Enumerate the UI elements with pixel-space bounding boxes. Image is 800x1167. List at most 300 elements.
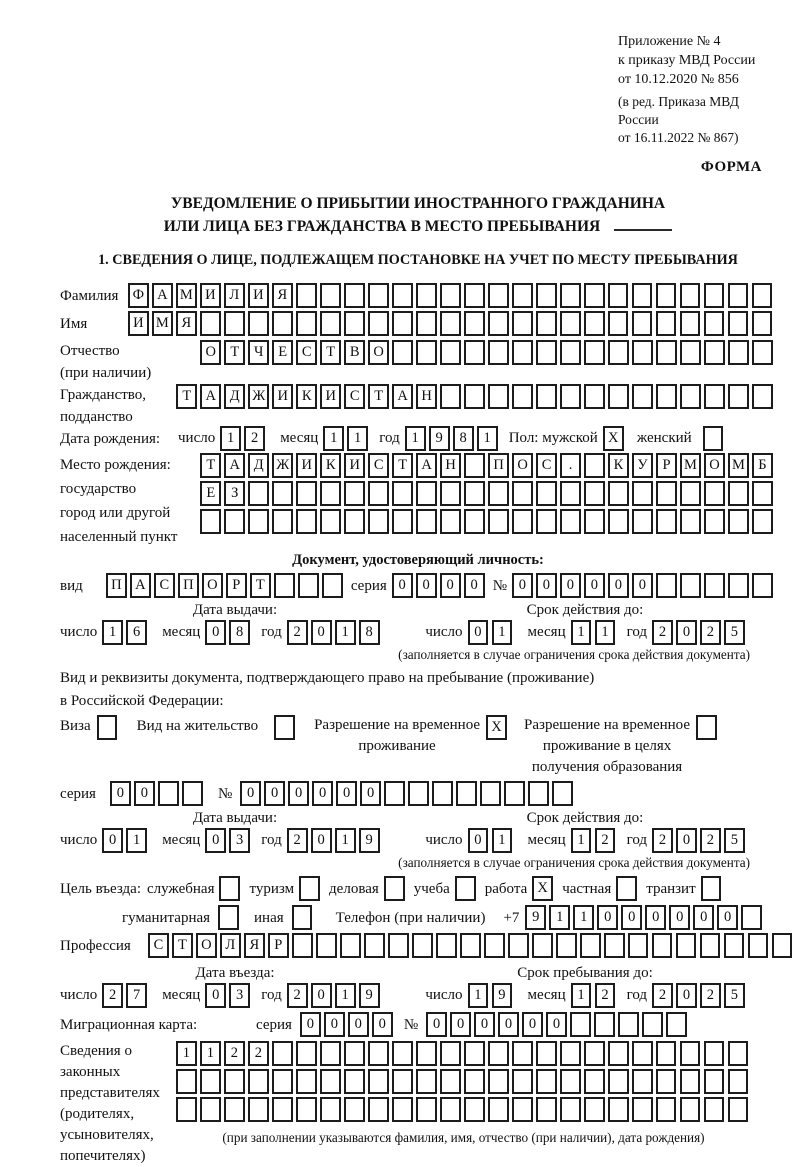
char-cell[interactable]: 1 <box>335 828 356 853</box>
char-cell[interactable]: 2 <box>287 828 308 853</box>
char-cell[interactable] <box>680 311 701 336</box>
char-cell[interactable] <box>440 311 461 336</box>
char-cell[interactable] <box>512 340 533 365</box>
char-cell[interactable] <box>298 573 319 598</box>
char-cell[interactable]: X <box>603 426 624 451</box>
char-cell[interactable]: 0 <box>336 781 357 806</box>
char-cell[interactable] <box>584 1041 605 1066</box>
char-cell[interactable] <box>604 933 625 958</box>
char-cell[interactable] <box>464 1097 485 1122</box>
char-cell[interactable] <box>656 1097 677 1122</box>
char-cell[interactable]: 9 <box>359 828 380 853</box>
char-cell[interactable]: 0 <box>632 573 653 598</box>
char-cell[interactable] <box>632 311 653 336</box>
char-cell[interactable]: И <box>248 283 269 308</box>
char-cell[interactable] <box>656 509 677 534</box>
char-cell[interactable]: 1 <box>335 620 356 645</box>
char-cell[interactable]: 2 <box>700 983 721 1008</box>
char-cell[interactable]: 0 <box>468 828 489 853</box>
char-cell[interactable]: 0 <box>597 905 618 930</box>
char-cell[interactable]: 5 <box>724 983 745 1008</box>
char-cell[interactable]: А <box>130 573 151 598</box>
char-cell[interactable]: 0 <box>392 573 413 598</box>
char-cell[interactable] <box>584 1097 605 1122</box>
char-cell[interactable] <box>392 481 413 506</box>
char-cell[interactable] <box>432 781 453 806</box>
char-cell[interactable]: 0 <box>498 1012 519 1037</box>
char-cell[interactable] <box>219 876 240 901</box>
char-cell[interactable] <box>676 933 697 958</box>
char-cell[interactable] <box>680 384 701 409</box>
char-cell[interactable]: 0 <box>205 983 226 1008</box>
char-cell[interactable] <box>296 481 317 506</box>
char-cell[interactable] <box>512 1069 533 1094</box>
char-cell[interactable] <box>272 509 293 534</box>
char-cell[interactable]: 0 <box>450 1012 471 1037</box>
char-cell[interactable]: Т <box>200 453 221 478</box>
char-cell[interactable]: 0 <box>205 828 226 853</box>
char-cell[interactable] <box>704 573 725 598</box>
char-cell[interactable]: Т <box>176 384 197 409</box>
char-cell[interactable]: 1 <box>335 983 356 1008</box>
char-cell[interactable]: 6 <box>126 620 147 645</box>
char-cell[interactable] <box>368 311 389 336</box>
char-cell[interactable] <box>368 509 389 534</box>
char-cell[interactable] <box>368 1069 389 1094</box>
char-cell[interactable] <box>464 283 485 308</box>
char-cell[interactable]: О <box>202 573 223 598</box>
char-cell[interactable]: 5 <box>724 828 745 853</box>
char-cell[interactable] <box>748 933 769 958</box>
char-cell[interactable] <box>344 1041 365 1066</box>
char-cell[interactable]: Н <box>416 384 437 409</box>
char-cell[interactable]: 1 <box>477 426 498 451</box>
char-cell[interactable] <box>680 1097 701 1122</box>
char-cell[interactable] <box>632 384 653 409</box>
char-cell[interactable] <box>728 1041 749 1066</box>
char-cell[interactable] <box>296 311 317 336</box>
char-cell[interactable]: X <box>486 715 507 740</box>
char-cell[interactable]: 1 <box>176 1041 197 1066</box>
char-cell[interactable] <box>560 1097 581 1122</box>
char-cell[interactable]: И <box>296 453 317 478</box>
char-cell[interactable]: 3 <box>229 983 250 1008</box>
char-cell[interactable] <box>440 1069 461 1094</box>
char-cell[interactable] <box>560 384 581 409</box>
char-cell[interactable]: 0 <box>584 573 605 598</box>
char-cell[interactable]: Ж <box>272 453 293 478</box>
char-cell[interactable] <box>320 509 341 534</box>
char-cell[interactable]: . <box>560 453 581 478</box>
char-cell[interactable]: В <box>344 340 365 365</box>
char-cell[interactable] <box>464 384 485 409</box>
char-cell[interactable] <box>464 311 485 336</box>
char-cell[interactable] <box>656 340 677 365</box>
char-cell[interactable] <box>368 1097 389 1122</box>
char-cell[interactable]: 1 <box>492 828 513 853</box>
char-cell[interactable] <box>652 933 673 958</box>
char-cell[interactable]: М <box>728 453 749 478</box>
char-cell[interactable] <box>584 453 605 478</box>
char-cell[interactable] <box>608 481 629 506</box>
char-cell[interactable]: А <box>152 283 173 308</box>
char-cell[interactable] <box>536 311 557 336</box>
char-cell[interactable] <box>388 933 409 958</box>
char-cell[interactable]: 0 <box>693 905 714 930</box>
char-cell[interactable]: Т <box>224 340 245 365</box>
char-cell[interactable]: О <box>704 453 725 478</box>
char-cell[interactable]: 0 <box>311 983 332 1008</box>
char-cell[interactable]: 0 <box>102 828 123 853</box>
char-cell[interactable] <box>752 573 773 598</box>
char-cell[interactable] <box>464 453 485 478</box>
char-cell[interactable] <box>344 481 365 506</box>
char-cell[interactable] <box>704 1041 725 1066</box>
char-cell[interactable]: 0 <box>440 573 461 598</box>
char-cell[interactable] <box>504 781 525 806</box>
char-cell[interactable] <box>488 340 509 365</box>
char-cell[interactable] <box>728 311 749 336</box>
char-cell[interactable] <box>200 311 221 336</box>
char-cell[interactable] <box>728 283 749 308</box>
char-cell[interactable] <box>320 481 341 506</box>
char-cell[interactable] <box>512 384 533 409</box>
char-cell[interactable] <box>296 1069 317 1094</box>
char-cell[interactable]: 0 <box>372 1012 393 1037</box>
char-cell[interactable]: 2 <box>652 828 673 853</box>
char-cell[interactable] <box>274 715 295 740</box>
char-cell[interactable] <box>704 340 725 365</box>
char-cell[interactable]: 0 <box>512 573 533 598</box>
char-cell[interactable] <box>560 311 581 336</box>
char-cell[interactable]: 0 <box>300 1012 321 1037</box>
char-cell[interactable]: И <box>320 384 341 409</box>
char-cell[interactable] <box>488 509 509 534</box>
char-cell[interactable] <box>536 1069 557 1094</box>
char-cell[interactable] <box>680 573 701 598</box>
char-cell[interactable]: Р <box>268 933 289 958</box>
char-cell[interactable]: Т <box>368 384 389 409</box>
char-cell[interactable] <box>392 1097 413 1122</box>
char-cell[interactable]: 0 <box>669 905 690 930</box>
char-cell[interactable] <box>344 1097 365 1122</box>
char-cell[interactable]: 2 <box>102 983 123 1008</box>
char-cell[interactable] <box>680 340 701 365</box>
char-cell[interactable]: 8 <box>453 426 474 451</box>
char-cell[interactable] <box>364 933 385 958</box>
char-cell[interactable]: И <box>344 453 365 478</box>
char-cell[interactable] <box>632 1097 653 1122</box>
char-cell[interactable]: 0 <box>676 620 697 645</box>
char-cell[interactable] <box>560 481 581 506</box>
char-cell[interactable] <box>440 481 461 506</box>
char-cell[interactable] <box>416 311 437 336</box>
char-cell[interactable]: А <box>200 384 221 409</box>
char-cell[interactable] <box>296 1041 317 1066</box>
char-cell[interactable] <box>728 340 749 365</box>
char-cell[interactable]: Ф <box>128 283 149 308</box>
char-cell[interactable]: 0 <box>416 573 437 598</box>
char-cell[interactable] <box>460 933 481 958</box>
char-cell[interactable] <box>412 933 433 958</box>
char-cell[interactable] <box>704 1069 725 1094</box>
char-cell[interactable]: 1 <box>220 426 241 451</box>
char-cell[interactable] <box>728 509 749 534</box>
char-cell[interactable] <box>728 384 749 409</box>
char-cell[interactable]: М <box>680 453 701 478</box>
char-cell[interactable] <box>488 481 509 506</box>
char-cell[interactable] <box>296 509 317 534</box>
char-cell[interactable]: О <box>512 453 533 478</box>
char-cell[interactable]: Р <box>226 573 247 598</box>
char-cell[interactable] <box>272 1069 293 1094</box>
char-cell[interactable] <box>440 340 461 365</box>
char-cell[interactable] <box>704 1097 725 1122</box>
char-cell[interactable]: 1 <box>571 828 592 853</box>
char-cell[interactable]: И <box>272 384 293 409</box>
char-cell[interactable] <box>248 481 269 506</box>
char-cell[interactable]: 1 <box>347 426 368 451</box>
char-cell[interactable]: О <box>196 933 217 958</box>
char-cell[interactable]: Т <box>320 340 341 365</box>
char-cell[interactable] <box>248 1069 269 1094</box>
char-cell[interactable]: 3 <box>229 828 250 853</box>
char-cell[interactable] <box>528 781 549 806</box>
char-cell[interactable] <box>618 1012 639 1037</box>
char-cell[interactable]: 1 <box>200 1041 221 1066</box>
char-cell[interactable] <box>680 481 701 506</box>
char-cell[interactable]: 0 <box>676 983 697 1008</box>
char-cell[interactable] <box>512 283 533 308</box>
char-cell[interactable]: 0 <box>311 828 332 853</box>
char-cell[interactable] <box>752 311 773 336</box>
char-cell[interactable]: 2 <box>224 1041 245 1066</box>
char-cell[interactable]: 1 <box>573 905 594 930</box>
char-cell[interactable]: 7 <box>126 983 147 1008</box>
char-cell[interactable] <box>512 481 533 506</box>
char-cell[interactable] <box>392 1041 413 1066</box>
char-cell[interactable]: 1 <box>323 426 344 451</box>
char-cell[interactable] <box>704 509 725 534</box>
char-cell[interactable]: 2 <box>652 983 673 1008</box>
char-cell[interactable] <box>440 384 461 409</box>
char-cell[interactable] <box>320 1097 341 1122</box>
char-cell[interactable] <box>632 481 653 506</box>
char-cell[interactable]: П <box>106 573 127 598</box>
char-cell[interactable]: 0 <box>676 828 697 853</box>
char-cell[interactable] <box>320 283 341 308</box>
char-cell[interactable] <box>272 481 293 506</box>
char-cell[interactable] <box>608 340 629 365</box>
char-cell[interactable]: 2 <box>244 426 265 451</box>
char-cell[interactable]: 2 <box>595 983 616 1008</box>
char-cell[interactable] <box>416 509 437 534</box>
char-cell[interactable]: 1 <box>126 828 147 853</box>
char-cell[interactable] <box>632 1041 653 1066</box>
char-cell[interactable] <box>512 311 533 336</box>
char-cell[interactable] <box>536 1041 557 1066</box>
char-cell[interactable]: С <box>536 453 557 478</box>
char-cell[interactable] <box>728 481 749 506</box>
char-cell[interactable] <box>584 384 605 409</box>
char-cell[interactable]: Т <box>172 933 193 958</box>
char-cell[interactable] <box>728 573 749 598</box>
char-cell[interactable] <box>368 283 389 308</box>
char-cell[interactable] <box>628 933 649 958</box>
char-cell[interactable] <box>455 876 476 901</box>
char-cell[interactable] <box>608 384 629 409</box>
char-cell[interactable] <box>704 384 725 409</box>
char-cell[interactable]: 0 <box>468 620 489 645</box>
char-cell[interactable] <box>656 1041 677 1066</box>
char-cell[interactable]: 0 <box>205 620 226 645</box>
char-cell[interactable] <box>436 933 457 958</box>
char-cell[interactable]: 0 <box>288 781 309 806</box>
char-cell[interactable] <box>701 876 722 901</box>
char-cell[interactable]: X <box>532 876 553 901</box>
char-cell[interactable] <box>464 340 485 365</box>
char-cell[interactable] <box>320 1069 341 1094</box>
char-cell[interactable] <box>488 1097 509 1122</box>
char-cell[interactable] <box>176 1069 197 1094</box>
char-cell[interactable] <box>616 876 637 901</box>
char-cell[interactable]: 9 <box>492 983 513 1008</box>
char-cell[interactable]: С <box>296 340 317 365</box>
char-cell[interactable] <box>752 283 773 308</box>
char-cell[interactable]: 1 <box>549 905 570 930</box>
char-cell[interactable] <box>392 283 413 308</box>
char-cell[interactable] <box>296 1097 317 1122</box>
char-cell[interactable]: Т <box>250 573 271 598</box>
char-cell[interactable]: А <box>416 453 437 478</box>
char-cell[interactable]: 0 <box>560 573 581 598</box>
char-cell[interactable]: У <box>632 453 653 478</box>
char-cell[interactable]: П <box>488 453 509 478</box>
char-cell[interactable]: И <box>128 311 149 336</box>
char-cell[interactable] <box>488 384 509 409</box>
char-cell[interactable] <box>416 340 437 365</box>
char-cell[interactable] <box>200 509 221 534</box>
char-cell[interactable] <box>392 311 413 336</box>
char-cell[interactable] <box>700 933 721 958</box>
char-cell[interactable] <box>680 1041 701 1066</box>
char-cell[interactable]: 0 <box>312 781 333 806</box>
char-cell[interactable] <box>176 1097 197 1122</box>
char-cell[interactable] <box>384 876 405 901</box>
char-cell[interactable] <box>752 509 773 534</box>
char-cell[interactable] <box>536 509 557 534</box>
char-cell[interactable] <box>224 311 245 336</box>
char-cell[interactable]: 0 <box>240 781 261 806</box>
char-cell[interactable] <box>274 573 295 598</box>
char-cell[interactable] <box>536 283 557 308</box>
char-cell[interactable] <box>368 481 389 506</box>
char-cell[interactable] <box>656 311 677 336</box>
char-cell[interactable]: 0 <box>311 620 332 645</box>
char-cell[interactable] <box>316 933 337 958</box>
char-cell[interactable] <box>642 1012 663 1037</box>
char-cell[interactable] <box>752 384 773 409</box>
char-cell[interactable]: Е <box>200 481 221 506</box>
char-cell[interactable]: 0 <box>621 905 642 930</box>
char-cell[interactable] <box>200 1069 221 1094</box>
char-cell[interactable] <box>292 905 313 930</box>
char-cell[interactable] <box>440 283 461 308</box>
char-cell[interactable] <box>416 283 437 308</box>
char-cell[interactable]: 0 <box>536 573 557 598</box>
char-cell[interactable] <box>182 781 203 806</box>
char-cell[interactable]: Д <box>224 384 245 409</box>
char-cell[interactable]: 5 <box>724 620 745 645</box>
char-cell[interactable] <box>704 311 725 336</box>
char-cell[interactable] <box>272 1097 293 1122</box>
char-cell[interactable]: 9 <box>525 905 546 930</box>
char-cell[interactable] <box>480 781 501 806</box>
char-cell[interactable]: 0 <box>360 781 381 806</box>
char-cell[interactable]: А <box>392 384 413 409</box>
char-cell[interactable]: Е <box>272 340 293 365</box>
char-cell[interactable]: Т <box>392 453 413 478</box>
char-cell[interactable]: 2 <box>700 828 721 853</box>
char-cell[interactable]: С <box>344 384 365 409</box>
char-cell[interactable] <box>608 509 629 534</box>
char-cell[interactable]: П <box>178 573 199 598</box>
char-cell[interactable] <box>344 1069 365 1094</box>
char-cell[interactable] <box>464 509 485 534</box>
char-cell[interactable] <box>536 384 557 409</box>
char-cell[interactable]: 1 <box>468 983 489 1008</box>
char-cell[interactable]: 8 <box>359 620 380 645</box>
char-cell[interactable]: О <box>368 340 389 365</box>
char-cell[interactable]: Л <box>220 933 241 958</box>
char-cell[interactable] <box>218 905 239 930</box>
char-cell[interactable]: Ч <box>248 340 269 365</box>
char-cell[interactable] <box>484 933 505 958</box>
char-cell[interactable]: 8 <box>229 620 250 645</box>
char-cell[interactable] <box>248 311 269 336</box>
char-cell[interactable] <box>752 481 773 506</box>
char-cell[interactable] <box>464 481 485 506</box>
char-cell[interactable] <box>570 1012 591 1037</box>
char-cell[interactable] <box>656 384 677 409</box>
char-cell[interactable]: Я <box>272 283 293 308</box>
char-cell[interactable]: М <box>176 283 197 308</box>
char-cell[interactable]: Р <box>656 453 677 478</box>
char-cell[interactable] <box>488 283 509 308</box>
char-cell[interactable]: 0 <box>426 1012 447 1037</box>
char-cell[interactable] <box>488 311 509 336</box>
char-cell[interactable] <box>296 283 317 308</box>
char-cell[interactable] <box>536 340 557 365</box>
char-cell[interactable]: 2 <box>700 620 721 645</box>
char-cell[interactable] <box>584 311 605 336</box>
char-cell[interactable] <box>368 1041 389 1066</box>
char-cell[interactable] <box>680 283 701 308</box>
char-cell[interactable]: 1 <box>492 620 513 645</box>
char-cell[interactable] <box>248 1097 269 1122</box>
char-cell[interactable] <box>560 340 581 365</box>
char-cell[interactable] <box>608 1041 629 1066</box>
char-cell[interactable] <box>292 933 313 958</box>
char-cell[interactable] <box>680 509 701 534</box>
char-cell[interactable]: И <box>200 283 221 308</box>
char-cell[interactable] <box>560 1041 581 1066</box>
char-cell[interactable] <box>416 1069 437 1094</box>
char-cell[interactable] <box>656 481 677 506</box>
char-cell[interactable] <box>536 1097 557 1122</box>
char-cell[interactable]: С <box>368 453 389 478</box>
char-cell[interactable] <box>440 1097 461 1122</box>
